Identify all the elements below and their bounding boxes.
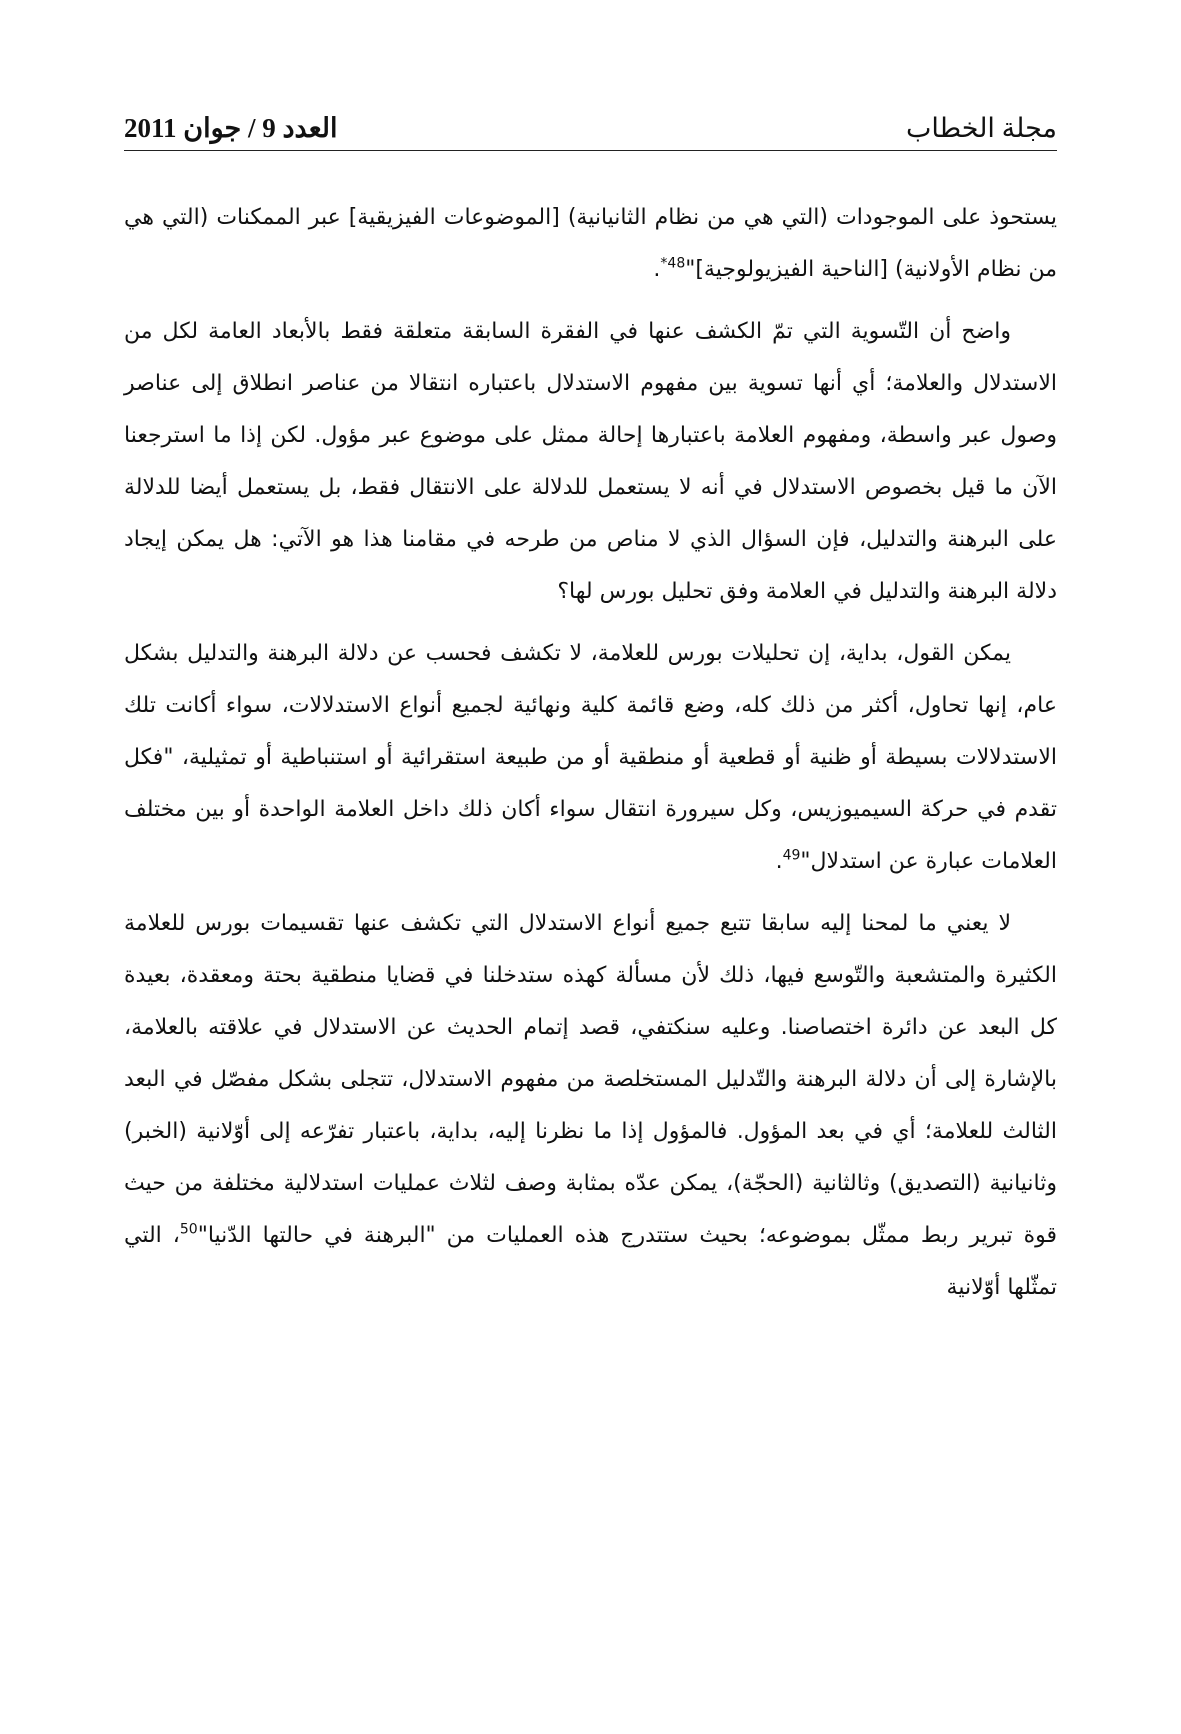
paragraph-text: واضح أن التّسوية التي تمّ الكشف عنها في الفقرة السابقة متعلقة فقط بالأبعاد العامة لكل من الاستدلال والعلامة؛ أي أنها تسوية بين مفهوم الاستدلال باعتباره انتقالا من عناصر انطلاق إلى عناصر وصول عبر واسطة، ومفهوم العلامة باعتبارها إحالة ممثل على موضوع عبر مؤول. لكن إذا ما استرجعنا الآن ما قيل بخصوص الاستدلال في أنه لا يستعمل للدلالة على الانتقال فقط، بل يستعمل أيضا للدلالة على البرهنة والتدليل، فإن السؤال الذي لا مناص من طرحه في مقامنا هذا هو الآتي: هل يمكن إيجاد دلالة البرهنة والتدليل في العلامة وفق تحليل بورس لها؟ (124, 319, 1057, 604)
header-rule (124, 150, 1057, 151)
paragraph-text: يمكن القول، بداية، إن تحليلات بورس للعلامة، لا تكشف فحسب عن دلالة البرهنة والتدليل بشكل عام، إنها تحاول، أكثر من ذلك كله، وضع قائمة كلية ونهائية لجميع أنواع الاستدلالات، سواء أكانت تلك الاستدلالات بسيطة أو ظنية أو قطعية أو منطقية أو من طبيعة استقرائية أو استنباطية أو تمثيلية، "فكل تقدم في حركة السيميوزيس، وكل سيرورة انتقال سواء أكان ذلك داخل العلامة الواحدة أو بين مختلف العلامات عبارة عن استدلال" (124, 641, 1057, 874)
footnote-ref: 50 (179, 1221, 198, 1238)
footnote-ref: 49 (782, 847, 801, 864)
article-body (124, 192, 1057, 1324)
paragraph-tail: . (653, 257, 661, 282)
paragraph (124, 628, 1057, 888)
paragraph (124, 898, 1057, 1314)
paragraph-tail: . (775, 849, 783, 874)
issue-info: العدد 9 / جوان 2011 (124, 113, 338, 143)
journal-title: مجلة الخطاب (905, 113, 1057, 143)
paragraph-text: يستحوذ على الموجودات (التي هي من نظام الثانيانية) [الموضوعات الفيزيقية] عبر الممكنات (التي هي من نظام الأولانية) [الناحية الفيزيولوجية]" (124, 205, 1057, 282)
paragraph-text: لا يعني ما لمحنا إليه سابقا تتبع جميع أنواع الاستدلال التي تكشف عنها تقسيمات بورس للعلامة الكثيرة والمتشعبة والتّوسع فيها، ذلك لأن مسألة كهذه ستدخلنا في قضايا منطقية بحتة ومعقدة، بعيدة كل البعد عن دائرة اختصاصنا. وعليه سنكتفي، قصد إتمام الحديث عن الاستدلال في علاقته بالعلامة، بالإشارة إلى أن دلالة البرهنة والتّدليل المستخلصة من مفهوم الاستدلال، تتجلى بشكل مفصّل في البعد الثالث للعلامة؛ أي في بعد المؤول. فالمؤول إذا ما نظرنا إليه، بداية، باعتبار تفرّعه إلى أوّلانية (الخبر) وثانيانية (التصديق) وثالثانية (الحجّة)، يمكن عدّه بمثابة وصف لثلاث عمليات استدلالية مختلفة من حيث قوة تبرير ربط ممثّل بموضوعه؛ بحيث ستتدرج هذه العمليات من "البرهنة في حالتها الدّنيا" (124, 911, 1057, 1248)
paragraph-tail: ، التي تمثّلها أوّلانية (124, 1223, 1057, 1300)
paragraph (124, 192, 1057, 296)
running-header (124, 104, 1057, 144)
footnote-ref: 48* (660, 255, 686, 272)
paragraph (124, 306, 1057, 618)
